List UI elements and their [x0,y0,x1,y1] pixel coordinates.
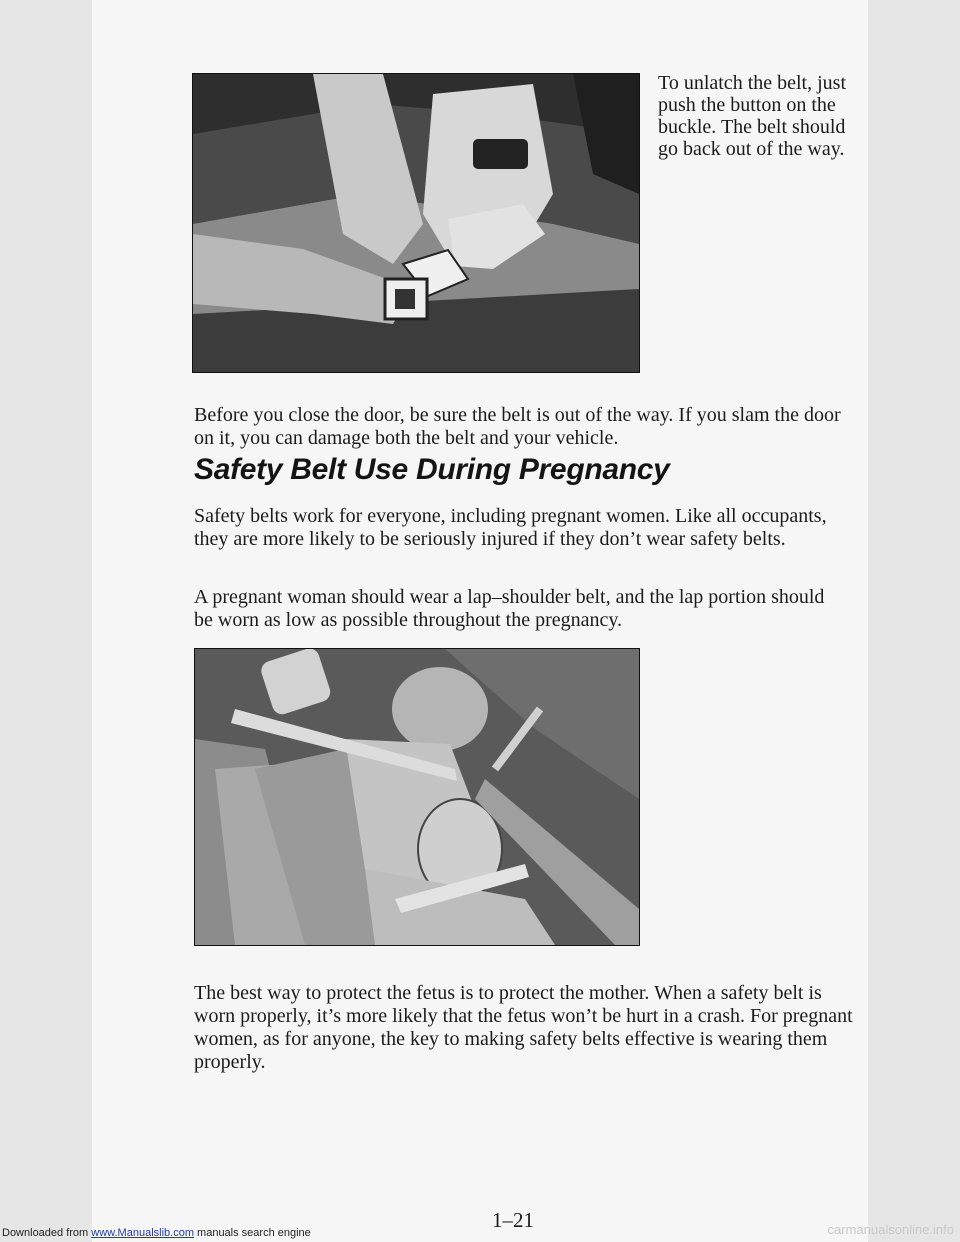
page-number: 1–21 [492,1208,534,1232]
protect-mother-paragraph: The best way to protect the fetus is to protect the mother. When a safety belt is worn properly, it’s more likely that the fetus won’t be hurt in a crash. For pregnant women, as for anyone, the key to making safety belts effective is wearing them properly. [194,982,853,1073]
manualslib-link[interactable]: www.Manualslib.com [91,1227,194,1239]
section-heading: Safety Belt Use During Pregnancy [194,453,670,486]
unlatch-caption: To unlatch the belt, just push the button on the buckle. The belt should go back out of the way. [658,72,847,160]
lap-shoulder-paragraph: A pregnant woman should wear a lap–shoulder belt, and the lap portion should be worn as low as possible throughout the pregnancy. [194,586,825,631]
pregnant-belt-illustration [194,648,640,946]
watermark: carmanualsonline.info [827,1222,954,1237]
door-warning-paragraph: Before you close the door, be sure the belt is out of the way. If you slam the door on it, you can damage both the belt and your vehicle. [194,404,841,449]
buckle-unlatch-illustration [192,73,640,373]
footer-suffix: manuals search engine [193,1227,311,1239]
download-footer [2,1227,311,1239]
everyone-paragraph: Safety belts work for everyone, including pregnant women. Like all occupants, they are more likely to be seriously injured if they don’t wear safety belts. [194,505,827,550]
footer-prefix: Downloaded from [2,1227,92,1239]
